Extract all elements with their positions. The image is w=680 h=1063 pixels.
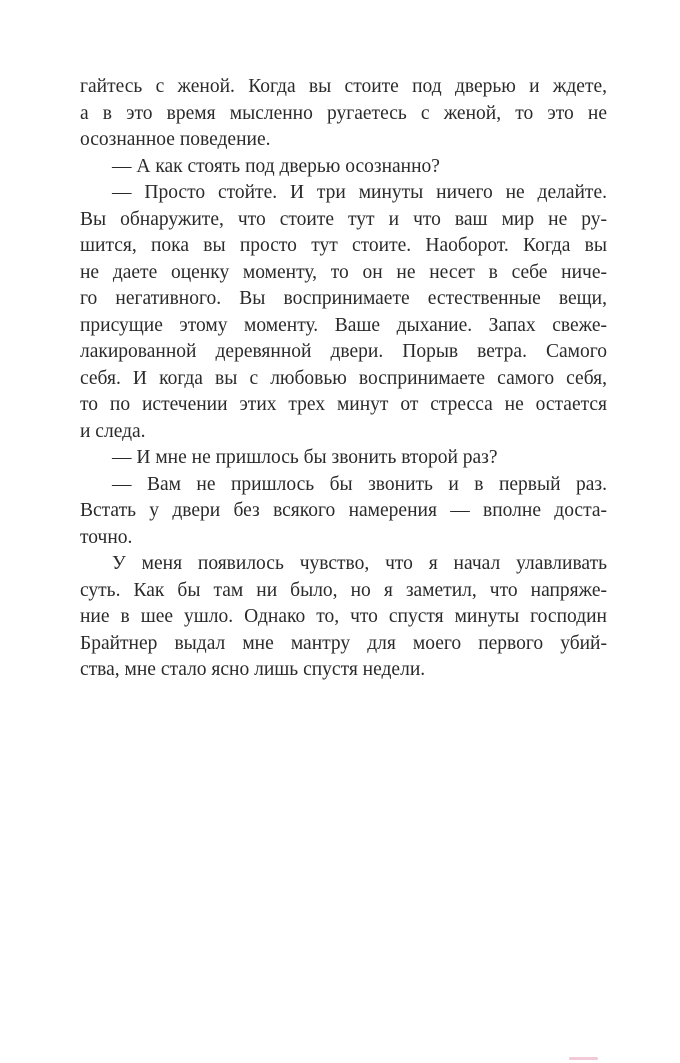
dialogue-line: — Вам не пришлось бы звонить и в первый раз. <box>112 473 607 495</box>
text-line: лакированной деревянной двери. Порыв ветра. Самого <box>80 341 607 362</box>
dialogue-line: — А как стоять под дверью осознанно? <box>112 155 440 177</box>
text-line: го негативного. Вы воспринимаете естественные вещи, <box>80 288 607 309</box>
paragraph-first-line: У меня появилось чувство, что я начал улавливать <box>112 553 607 574</box>
text-line: гайтесь с женой. Когда вы стоите под дверью и ждете, <box>80 76 607 97</box>
scan-mark <box>569 1057 598 1060</box>
text-line: присущие этому моменту. Ваше дыхание. Запах свеже- <box>80 314 607 336</box>
text-line: Встать у двери без всякого намерения — вполне доста- <box>80 500 607 521</box>
text-line: не даете оценку моменту, то он не несет в себе ниче- <box>80 261 607 283</box>
text-line: Брайтнер выдал мне мантру для моего первого убий- <box>80 632 607 654</box>
dialogue-line: — И мне не пришлось бы звонить второй раз? <box>112 447 498 468</box>
dialogue-line: — Просто стойте. И три минуты ничего не делайте. <box>112 182 607 203</box>
text-line: точно. <box>80 526 133 548</box>
text-line: а в это время мысленно ругаетесь с женой, то это не <box>80 102 607 124</box>
text-line: и следа. <box>80 420 146 442</box>
page-body-text <box>80 74 607 684</box>
text-line: суть. Как бы там ни было, но я заметил, что напряже- <box>80 579 607 601</box>
text-line: ние в шее ушло. Однако то, что спустя минуты господин <box>80 606 607 627</box>
text-line: осознанное поведение. <box>80 129 271 150</box>
text-line: шится, пока вы просто тут стоите. Наоборот. Когда вы <box>80 235 607 256</box>
text-line: себя. И когда вы с любовью воспринимаете самого себя, <box>80 367 607 389</box>
text-line: то по истечении этих трех минут от стресса не остается <box>80 394 607 415</box>
text-line: ства, мне стало ясно лишь спустя недели. <box>80 659 426 680</box>
text-line: Вы обнаружите, что стоите тут и что ваш мир не ру- <box>80 208 607 230</box>
